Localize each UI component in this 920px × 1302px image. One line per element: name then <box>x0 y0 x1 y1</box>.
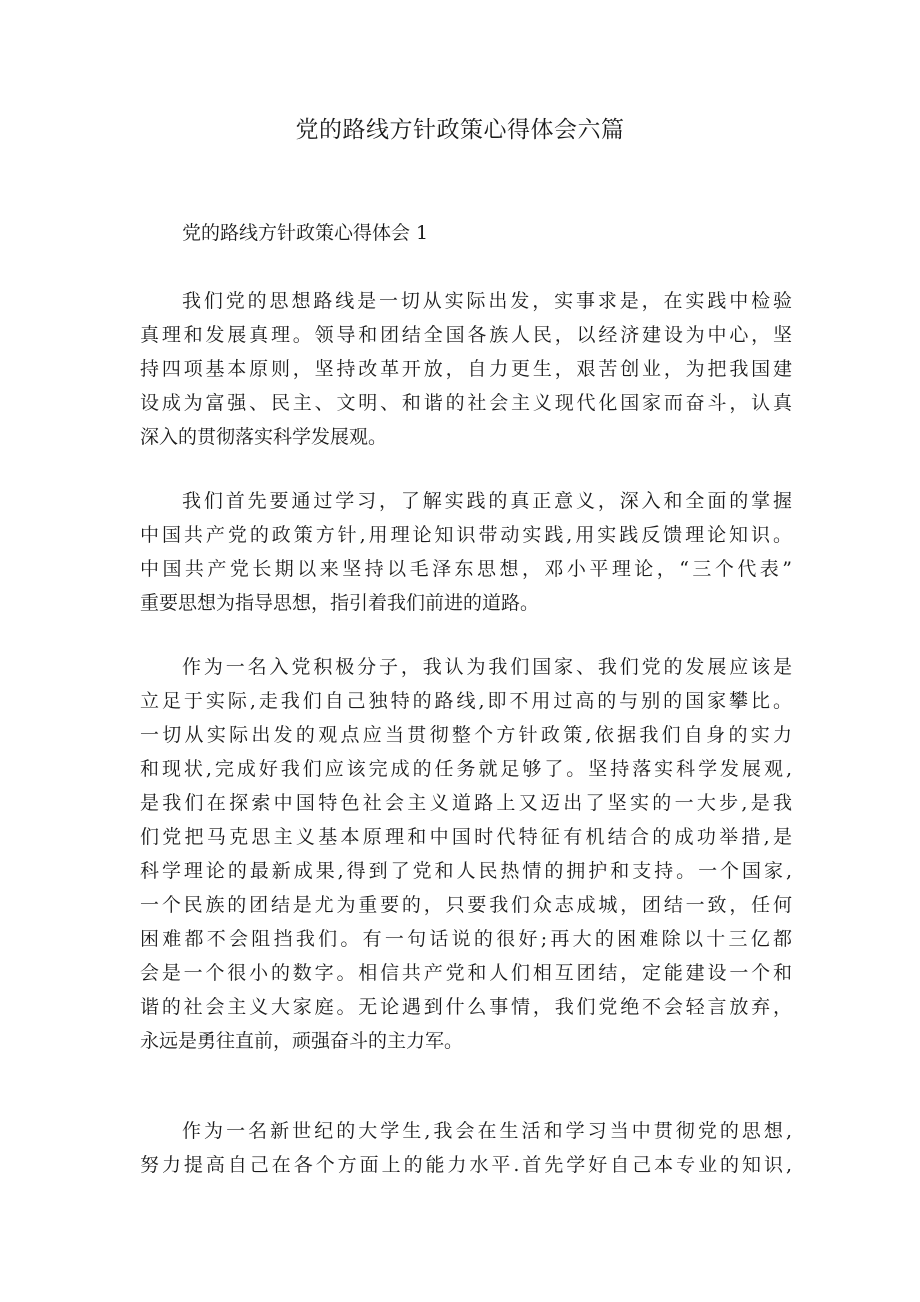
paragraph-1 <box>140 284 792 454</box>
paragraph-line: 真理和发展真理。领导和团结全国各族人民，以经济建设为中心，坚 <box>140 324 792 346</box>
paragraph-line: 是我们在探索中国特色社会主义道路上又迈出了坚实的一大步,是我 <box>140 792 792 814</box>
paragraph-line: 和现状,完成好我们应该完成的任务就足够了。坚持落实科学发展观, <box>140 758 792 780</box>
paragraph-line: 永远是勇往直前，顽强奋斗的主力军。 <box>140 1030 464 1052</box>
paragraph-line: 会是一个很小的数字。相信共产党和人们相互团结，定能建设一个和 <box>140 962 792 984</box>
paragraph-line: 努力提高自己在各个方面上的能力水平.首先学好自己本专业的知识, <box>140 1154 792 1176</box>
paragraph-line: 一个民族的团结是尤为重要的，只要我们众志成城，团结一致，任何 <box>140 894 792 916</box>
paragraph-line: 们党把马克思主义基本原理和中国时代特征有机结合的成功举措,是 <box>140 826 792 848</box>
section-heading: 党的路线方针政策心得体会 1 <box>182 222 429 244</box>
paragraph-line: 一切从实际出发的观点应当贯彻整个方针政策,依据我们自身的实力 <box>140 724 792 746</box>
paragraph-line: 持四项基本原则，坚持改革开放，自力更生，艰苦创业，为把我国建 <box>140 358 792 380</box>
paragraph-line: 作为一名新世纪的大学生,我会在生活和学习当中贯彻党的思想, <box>182 1120 792 1142</box>
paragraph-line: 中国共产党的政策方针,用理论知识带动实践,用实践反馈理论知识。 <box>140 524 792 546</box>
paragraph-line: 谐的社会主义大家庭。无论遇到什么事情，我们党绝不会轻言放弃， <box>140 996 792 1018</box>
paragraph-line: 设成为富强、民主、文明、和谐的社会主义现代化国家而奋斗，认真 <box>140 392 792 414</box>
document-title: 党的路线方针政策心得体会六篇 <box>295 117 625 143</box>
paragraph-line: 科学理论的最新成果,得到了党和人民热情的拥护和支持。一个国家, <box>140 860 792 882</box>
paragraph-line: 我们首先要通过学习，了解实践的真正意义，深入和全面的掌握 <box>182 490 792 512</box>
paragraph-4 <box>140 1114 792 1182</box>
paragraph-3 <box>140 650 792 1058</box>
paragraph-line: 重要思想为指导思想，指引着我们前进的道路。 <box>140 592 540 614</box>
paragraph-line: 我们党的思想路线是一切从实际出发，实事求是，在实践中检验 <box>182 290 792 312</box>
paragraph-line: 困难都不会阻挡我们。有一句话说的很好;再大的困难除以十三亿都 <box>140 928 792 950</box>
paragraph-line: 中国共产党长期以来坚持以毛泽东思想，邓小平理论，“三个代表” <box>140 558 792 580</box>
paragraph-line: 作为一名入党积极分子，我认为我们国家、我们党的发展应该是 <box>182 656 792 678</box>
paragraph-line: 深入的贯彻落实科学发展观。 <box>140 426 388 448</box>
paragraph-line: 立足于实际,走我们自己独特的路线,即不用过高的与别的国家攀比。 <box>140 690 792 712</box>
paragraph-2 <box>140 484 792 620</box>
